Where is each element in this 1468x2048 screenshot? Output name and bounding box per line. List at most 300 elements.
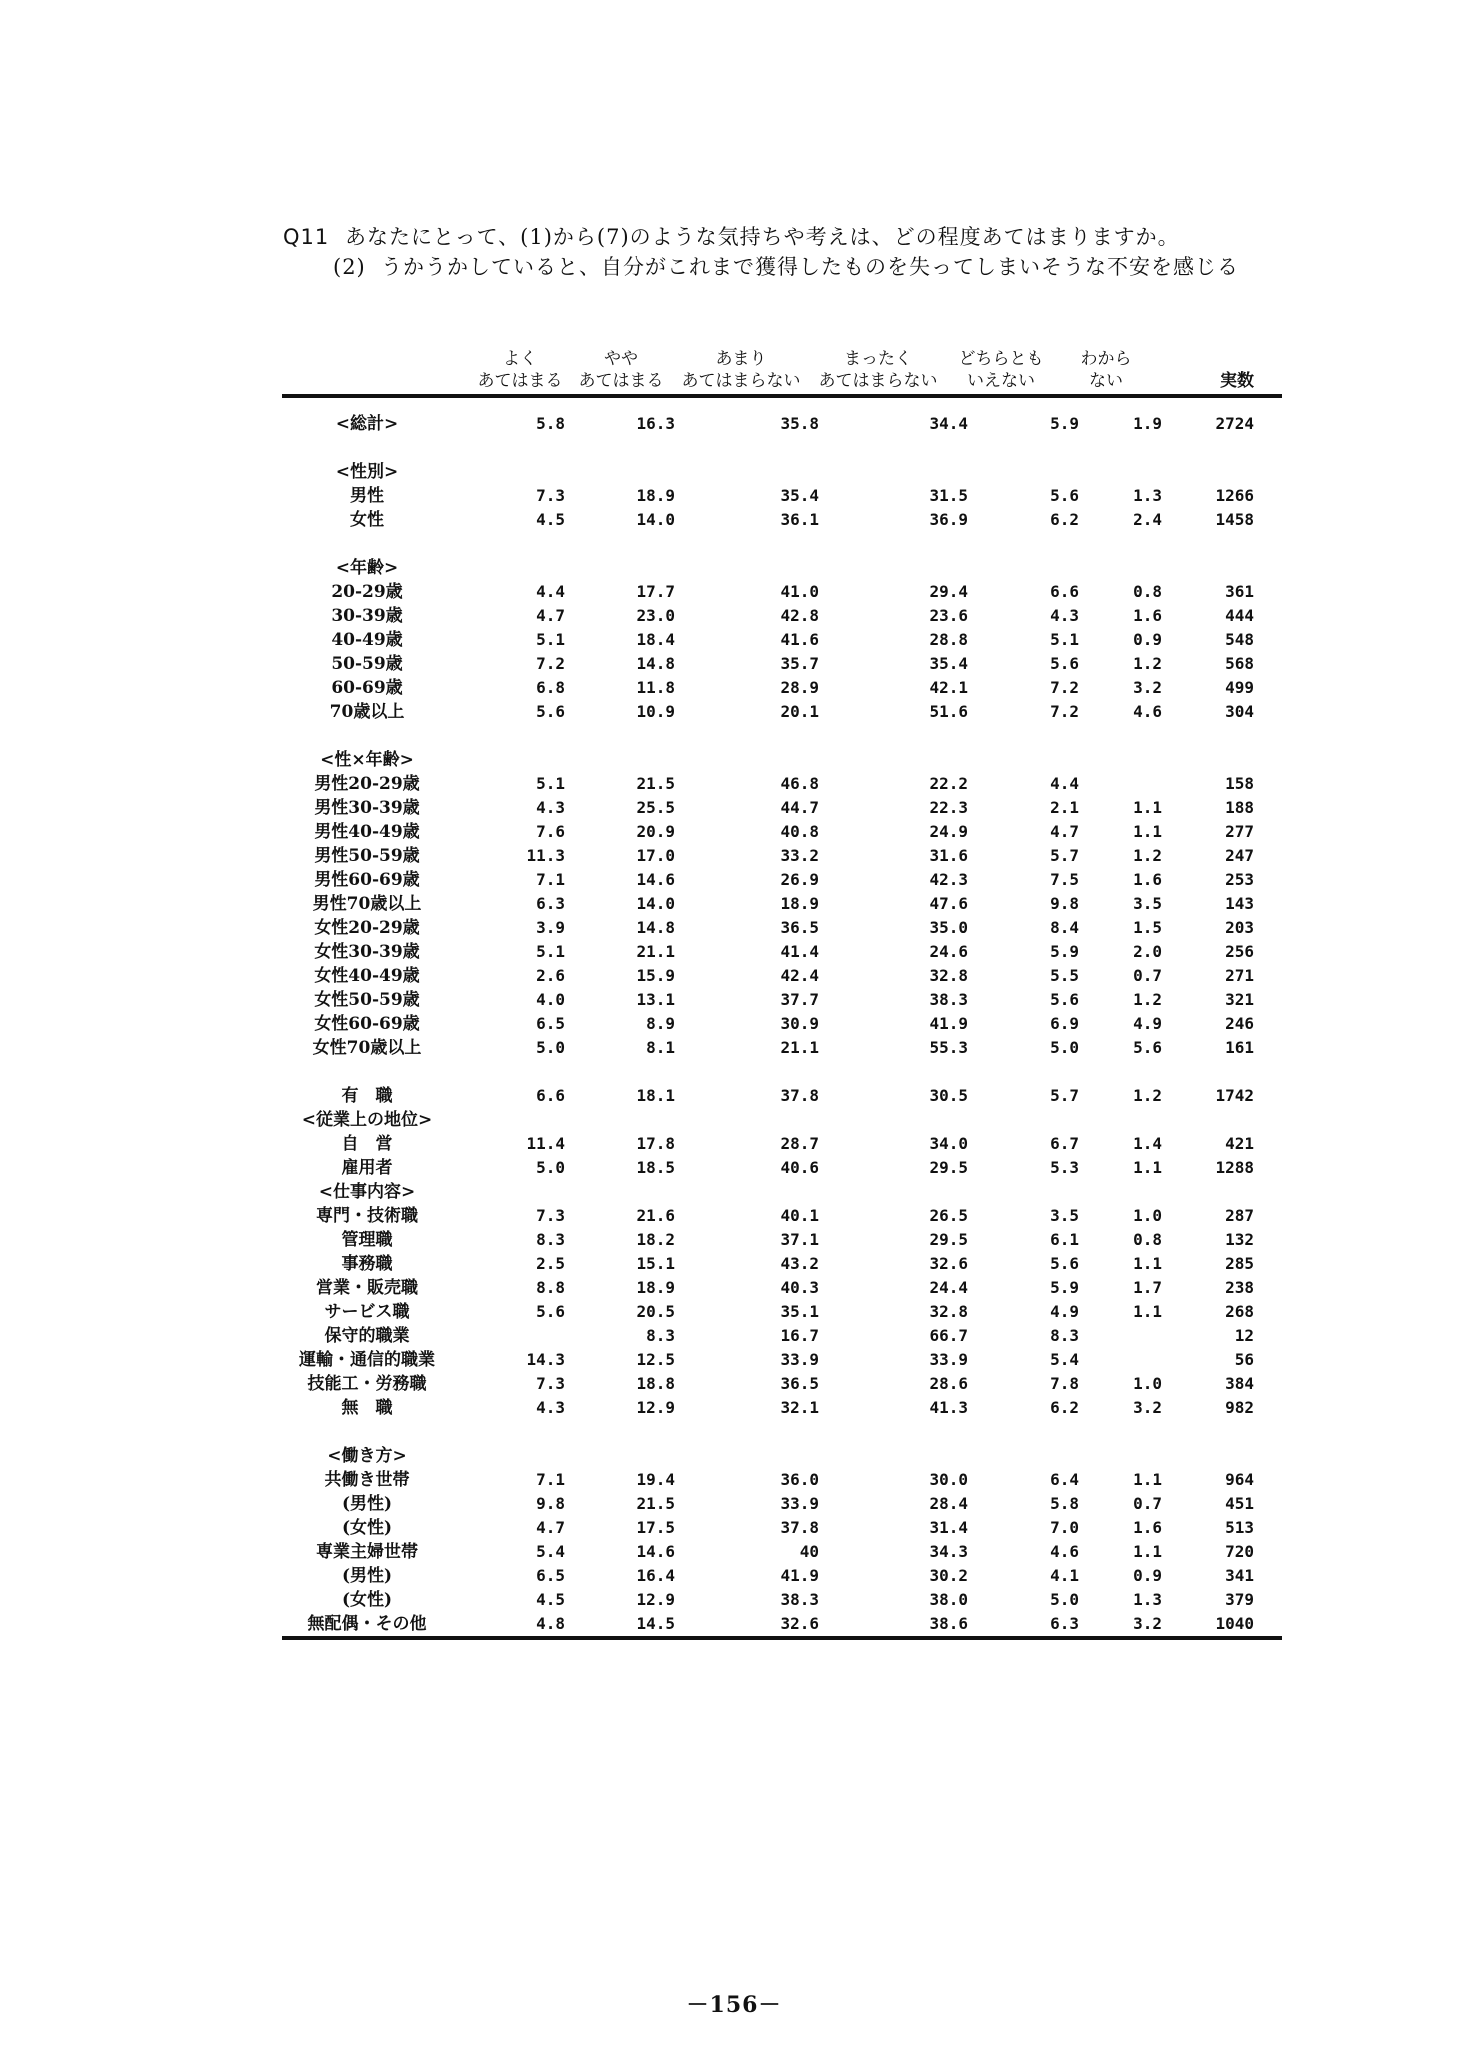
table-row	[282, 1372, 1282, 1396]
table-row	[282, 1348, 1282, 1372]
row-label: (女性)	[341, 1590, 393, 1610]
table-cell: 341	[1225, 1566, 1254, 1585]
table-cell: 30.5	[929, 1086, 968, 1105]
table-cell: 6.8	[536, 678, 565, 697]
table-row	[282, 1252, 1282, 1276]
table-cell: 17.8	[636, 1134, 675, 1153]
table-cell: 285	[1225, 1254, 1254, 1273]
table-cell: 14.3	[526, 1350, 565, 1369]
table-cell: 161	[1225, 1038, 1254, 1057]
table-row	[282, 748, 1282, 772]
table-cell: 36.9	[929, 510, 968, 529]
table-cell: 1.1	[1133, 1302, 1162, 1321]
table-cell: 188	[1225, 798, 1254, 817]
table-cell: 20.9	[636, 822, 675, 841]
table-cell: 18.1	[636, 1086, 675, 1105]
table-cell: 29.4	[929, 582, 968, 601]
table-cell: 19.4	[636, 1470, 675, 1489]
table-row	[282, 1516, 1282, 1540]
table-cell: 5.5	[1050, 966, 1079, 985]
table-cell: 38.3	[929, 990, 968, 1009]
question-text: あなたにとって、(1)から(7)のような気持ちや考えは、どの程度あてはまりますか。	[345, 225, 1180, 249]
table-cell: 3.2	[1133, 678, 1162, 697]
table-cell: 277	[1225, 822, 1254, 841]
table-row	[282, 436, 1282, 460]
table-cell: 1.5	[1133, 918, 1162, 937]
table-cell: 41.3	[929, 1398, 968, 1417]
table-cell: 38.3	[780, 1590, 819, 1609]
table-cell: 55.3	[929, 1038, 968, 1057]
table-cell: 36.5	[780, 1374, 819, 1393]
table-cell: 1.3	[1133, 1590, 1162, 1609]
table-cell: 246	[1225, 1014, 1254, 1033]
row-label: <働き方>	[327, 1446, 407, 1466]
table-cell: 1742	[1215, 1086, 1254, 1105]
table-cell: 6.6	[536, 1086, 565, 1105]
table-cell: 4.5	[536, 1590, 565, 1609]
table-cell: 5.3	[1050, 1158, 1079, 1177]
row-label: 雇用者	[341, 1158, 393, 1178]
table-cell: 982	[1225, 1398, 1254, 1417]
table-cell: 451	[1225, 1494, 1254, 1513]
table-cell: 6.4	[1050, 1470, 1079, 1489]
table-cell: 247	[1225, 846, 1254, 865]
table-cell: 4.4	[536, 582, 565, 601]
table-row	[282, 1276, 1282, 1300]
question-block	[283, 222, 1283, 282]
table-cell: 5.6	[536, 702, 565, 721]
column-header-line1: まったく	[844, 349, 912, 369]
table-row	[282, 700, 1282, 724]
table-cell: 16.7	[780, 1326, 819, 1345]
table-body	[282, 398, 1282, 1636]
row-label: 共働き世帯	[324, 1470, 410, 1490]
column-header-line2: あてはまらない	[818, 371, 938, 391]
table-cell: 35.4	[929, 654, 968, 673]
table-row	[282, 1060, 1282, 1084]
table-cell: 41.6	[780, 630, 819, 649]
table-row	[282, 1084, 1282, 1108]
row-label: 自 営	[341, 1134, 393, 1154]
table-cell: 421	[1225, 1134, 1254, 1153]
row-label: 男性70歳以上	[312, 894, 422, 914]
row-label: <性別>	[335, 462, 399, 482]
table-cell: 5.4	[536, 1542, 565, 1561]
table-cell: 4.3	[1050, 606, 1079, 625]
row-label: (女性)	[341, 1518, 393, 1538]
table-cell: 3.2	[1133, 1614, 1162, 1633]
table-cell: 20.1	[780, 702, 819, 721]
table-row	[282, 1324, 1282, 1348]
table-cell: 36.1	[780, 510, 819, 529]
table-cell: 17.5	[636, 1518, 675, 1537]
table-cell: 11.4	[526, 1134, 565, 1153]
row-label: 40-49歳	[331, 630, 403, 650]
column-header-line2: いえない	[967, 371, 1035, 391]
table-cell: 28.8	[929, 630, 968, 649]
row-label: 女性40-49歳	[314, 966, 420, 986]
table-cell: 6.5	[536, 1566, 565, 1585]
table-cell: 3.5	[1050, 1206, 1079, 1225]
table-cell: 11.3	[526, 846, 565, 865]
table-cell: 42.1	[929, 678, 968, 697]
table-row	[282, 1180, 1282, 1204]
table-cell: 253	[1225, 870, 1254, 889]
table-cell: 21.5	[636, 1494, 675, 1513]
row-label: 技能工・労務職	[307, 1374, 427, 1394]
table-row	[282, 1492, 1282, 1516]
table-cell: 37.8	[780, 1518, 819, 1537]
table-cell: 14.8	[636, 654, 675, 673]
table-cell: 1.1	[1133, 1158, 1162, 1177]
table-cell: 444	[1225, 606, 1254, 625]
column-header-line2: あてはまらない	[681, 371, 801, 391]
table-cell: 5.9	[1050, 1278, 1079, 1297]
table-cell: 6.2	[1050, 1398, 1079, 1417]
table-cell: 361	[1225, 582, 1254, 601]
row-label: 60-69歳	[331, 678, 403, 698]
table-cell: 287	[1225, 1206, 1254, 1225]
row-label: サービス職	[324, 1302, 410, 1322]
column-header-line1: わから	[1080, 349, 1132, 369]
row-label: 50-59歳	[331, 654, 403, 674]
column-header-line2: 実数	[1220, 371, 1254, 391]
table-cell: 5.9	[1050, 942, 1079, 961]
table-cell: 4.6	[1050, 1542, 1079, 1561]
table-cell: 6.7	[1050, 1134, 1079, 1153]
table-cell: 4.9	[1050, 1302, 1079, 1321]
table-cell: 46.8	[780, 774, 819, 793]
table-cell: 12.9	[636, 1590, 675, 1609]
bottom-rule	[282, 1636, 1282, 1640]
table-cell: 5.7	[1050, 1086, 1079, 1105]
row-label: 30-39歳	[331, 606, 403, 626]
table-cell: 238	[1225, 1278, 1254, 1297]
row-label: 有 職	[341, 1086, 393, 1106]
table-cell: 6.1	[1050, 1230, 1079, 1249]
row-label: 女性30-39歳	[314, 942, 420, 962]
table-cell: 30.0	[929, 1470, 968, 1489]
table-row	[282, 1204, 1282, 1228]
table-cell: 6.9	[1050, 1014, 1079, 1033]
column-header-line1	[1104, 348, 1254, 370]
table-cell: 12.9	[636, 1398, 675, 1417]
table-cell: 1266	[1215, 486, 1254, 505]
row-label: 無配偶・その他	[307, 1614, 427, 1634]
table-cell: 41.0	[780, 582, 819, 601]
column-header-line1: やや	[604, 349, 638, 369]
table-cell: 40.8	[780, 822, 819, 841]
table-cell: 12.5	[636, 1350, 675, 1369]
table-row	[282, 1012, 1282, 1036]
table-row	[282, 1300, 1282, 1324]
table-cell: 379	[1225, 1590, 1254, 1609]
table-cell: 7.2	[536, 654, 565, 673]
table-cell: 8.9	[646, 1014, 675, 1033]
table-cell: 18.9	[780, 894, 819, 913]
table-cell: 18.8	[636, 1374, 675, 1393]
table-cell: 1.1	[1133, 798, 1162, 817]
table-cell: 6.3	[536, 894, 565, 913]
table-cell: 31.4	[929, 1518, 968, 1537]
table-cell: 7.6	[536, 822, 565, 841]
table-cell: 44.7	[780, 798, 819, 817]
table-cell: 1.1	[1133, 1542, 1162, 1561]
table-cell: 2724	[1215, 414, 1254, 433]
table-cell: 4.4	[1050, 774, 1079, 793]
table-cell: 7.0	[1050, 1518, 1079, 1537]
table-row	[282, 916, 1282, 940]
column-header	[666, 348, 816, 392]
table-cell: 4.5	[536, 510, 565, 529]
table-cell: 1.2	[1133, 1086, 1162, 1105]
table-cell: 2.0	[1133, 942, 1162, 961]
table-cell: 28.9	[780, 678, 819, 697]
table-cell: 4.7	[536, 606, 565, 625]
row-label: 20-29歳	[331, 582, 403, 602]
table-cell: 256	[1225, 942, 1254, 961]
table-cell: 14.0	[636, 510, 675, 529]
table-cell: 964	[1225, 1470, 1254, 1489]
row-label: 男性50-59歳	[314, 846, 420, 866]
table-cell: 4.3	[536, 798, 565, 817]
table-cell: 7.3	[536, 486, 565, 505]
table-cell: 5.4	[1050, 1350, 1079, 1369]
table-cell: 4.7	[536, 1518, 565, 1537]
table-cell: 4.0	[536, 990, 565, 1009]
table-cell: 13.1	[636, 990, 675, 1009]
table-row	[282, 460, 1282, 484]
table-cell: 10.9	[636, 702, 675, 721]
table-cell: 5.7	[1050, 846, 1079, 865]
table-cell: 5.6	[1050, 1254, 1079, 1273]
table-cell: 8.8	[536, 1278, 565, 1297]
table-cell: 0.8	[1133, 1230, 1162, 1249]
table-cell: 26.9	[780, 870, 819, 889]
table-cell: 9.8	[536, 1494, 565, 1513]
table-cell: 40.6	[780, 1158, 819, 1177]
table-cell: 4.6	[1133, 702, 1162, 721]
table-cell: 7.2	[1050, 678, 1079, 697]
table-row	[282, 988, 1282, 1012]
row-label: 専業主婦世帯	[316, 1542, 418, 1562]
table-cell: 56	[1234, 1350, 1254, 1369]
table-cell: 4.1	[1050, 1566, 1079, 1585]
table-cell: 5.6	[1050, 486, 1079, 505]
table-cell: 7.1	[536, 1470, 565, 1489]
table-cell: 24.6	[929, 942, 968, 961]
table-cell: 2.4	[1133, 510, 1162, 529]
table-cell: 1.6	[1133, 1518, 1162, 1537]
table-cell: 34.4	[929, 414, 968, 433]
table-cell: 36.0	[780, 1470, 819, 1489]
table-cell: 32.1	[780, 1398, 819, 1417]
table-cell: 7.3	[536, 1206, 565, 1225]
table-cell: 31.5	[929, 486, 968, 505]
table-row	[282, 580, 1282, 604]
column-header-line2: あてはまる	[477, 371, 563, 391]
table-row	[282, 1108, 1282, 1132]
table-cell: 1.2	[1133, 990, 1162, 1009]
table-cell: 5.6	[1050, 654, 1079, 673]
table-cell: 20.5	[636, 1302, 675, 1321]
page-number: －156－	[686, 1992, 782, 2018]
table-cell: 5.6	[1133, 1038, 1162, 1057]
table-row	[282, 1540, 1282, 1564]
table-cell: 8.3	[1050, 1326, 1079, 1345]
table-cell: 14.5	[636, 1614, 675, 1633]
row-label: 女性50-59歳	[314, 990, 420, 1010]
table-row	[282, 1228, 1282, 1252]
row-label: <総計>	[335, 414, 399, 434]
row-label: 男性	[350, 486, 384, 506]
table-cell: 1040	[1215, 1614, 1254, 1633]
table-cell: 8.3	[646, 1326, 675, 1345]
table-row	[282, 892, 1282, 916]
table-cell: 11.8	[636, 678, 675, 697]
table-cell: 5.1	[536, 630, 565, 649]
table-row	[282, 1444, 1282, 1468]
table-cell: 24.4	[929, 1278, 968, 1297]
table-cell: 4.3	[536, 1398, 565, 1417]
table-cell: 0.9	[1133, 1566, 1162, 1585]
table-row	[282, 1564, 1282, 1588]
table-row	[282, 820, 1282, 844]
table-cell: 2.6	[536, 966, 565, 985]
table-cell: 8.3	[536, 1230, 565, 1249]
table-row	[282, 1036, 1282, 1060]
table-cell: 5.1	[536, 774, 565, 793]
results-table	[282, 348, 1282, 1640]
table-cell: 18.2	[636, 1230, 675, 1249]
table-cell: 38.0	[929, 1590, 968, 1609]
table-cell: 21.5	[636, 774, 675, 793]
table-row	[282, 484, 1282, 508]
column-header	[1104, 348, 1254, 392]
table-cell: 384	[1225, 1374, 1254, 1393]
column-header-line1: あまり	[715, 349, 767, 369]
table-cell: 15.1	[636, 1254, 675, 1273]
table-cell: 32.6	[929, 1254, 968, 1273]
table-cell: 37.1	[780, 1230, 819, 1249]
table-cell: 1.9	[1133, 414, 1162, 433]
table-cell: 28.6	[929, 1374, 968, 1393]
row-label: 女性70歳以上	[312, 1038, 422, 1058]
table-row	[282, 556, 1282, 580]
column-header-line2: ない	[1089, 371, 1123, 391]
table-cell: 158	[1225, 774, 1254, 793]
table-cell: 30.2	[929, 1566, 968, 1585]
table-cell: 18.5	[636, 1158, 675, 1177]
table-cell: 0.9	[1133, 630, 1162, 649]
table-cell: 18.4	[636, 630, 675, 649]
table-cell: 3.5	[1133, 894, 1162, 913]
table-cell: 2.1	[1050, 798, 1079, 817]
table-cell: 34.0	[929, 1134, 968, 1153]
table-cell: 8.1	[646, 1038, 675, 1057]
row-label: <従業上の地位>	[301, 1110, 433, 1130]
table-row	[282, 724, 1282, 748]
table-cell: 35.8	[780, 414, 819, 433]
table-cell: 268	[1225, 1302, 1254, 1321]
table-cell: 21.1	[636, 942, 675, 961]
table-row	[282, 772, 1282, 796]
table-cell: 1.2	[1133, 654, 1162, 673]
table-cell: 40	[799, 1542, 819, 1561]
table-cell: 304	[1225, 702, 1254, 721]
table-cell: 1458	[1215, 510, 1254, 529]
table-cell: 37.8	[780, 1086, 819, 1105]
table-header	[282, 348, 1282, 394]
table-cell: 66.7	[929, 1326, 968, 1345]
table-row	[282, 1468, 1282, 1492]
question-number: Q11	[283, 225, 330, 249]
table-row	[282, 1420, 1282, 1444]
table-cell: 21.6	[636, 1206, 675, 1225]
table-cell: 18.9	[636, 1278, 675, 1297]
table-cell: 4.9	[1133, 1014, 1162, 1033]
table-cell: 15.9	[636, 966, 675, 985]
table-cell: 7.8	[1050, 1374, 1079, 1393]
table-row	[282, 676, 1282, 700]
table-cell: 32.8	[929, 1302, 968, 1321]
table-cell: 203	[1225, 918, 1254, 937]
table-row	[282, 412, 1282, 436]
row-label: 男性40-49歳	[314, 822, 420, 842]
table-cell: 0.8	[1133, 582, 1162, 601]
table-cell: 2.5	[536, 1254, 565, 1273]
table-cell: 5.6	[1050, 990, 1079, 1009]
table-cell: 33.9	[780, 1350, 819, 1369]
table-cell: 5.0	[1050, 1590, 1079, 1609]
table-cell: 6.5	[536, 1014, 565, 1033]
table-cell: 23.0	[636, 606, 675, 625]
table-cell: 17.7	[636, 582, 675, 601]
table-cell: 41.9	[780, 1566, 819, 1585]
table-cell: 37.7	[780, 990, 819, 1009]
table-cell: 14.0	[636, 894, 675, 913]
table-cell: 29.5	[929, 1158, 968, 1177]
table-row	[282, 532, 1282, 556]
table-row	[282, 604, 1282, 628]
table-cell: 9.8	[1050, 894, 1079, 913]
table-cell: 32.8	[929, 966, 968, 985]
table-cell: 28.7	[780, 1134, 819, 1153]
table-cell: 548	[1225, 630, 1254, 649]
table-row	[282, 964, 1282, 988]
row-label: 専門・技術職	[316, 1206, 418, 1226]
table-row	[282, 1396, 1282, 1420]
table-cell: 14.6	[636, 870, 675, 889]
table-row	[282, 940, 1282, 964]
table-cell: 568	[1225, 654, 1254, 673]
table-cell: 12	[1234, 1326, 1254, 1345]
table-cell: 42.8	[780, 606, 819, 625]
table-cell: 25.5	[636, 798, 675, 817]
table-row	[282, 1132, 1282, 1156]
table-cell: 7.1	[536, 870, 565, 889]
table-cell: 6.2	[1050, 510, 1079, 529]
table-cell: 7.3	[536, 1374, 565, 1393]
table-row	[282, 628, 1282, 652]
table-cell: 43.2	[780, 1254, 819, 1273]
row-label: (男性)	[341, 1566, 393, 1586]
table-cell: 5.0	[1050, 1038, 1079, 1057]
table-cell: 17.0	[636, 846, 675, 865]
row-label: 男性20-29歳	[314, 774, 420, 794]
table-cell: 321	[1225, 990, 1254, 1009]
table-cell: 51.6	[929, 702, 968, 721]
